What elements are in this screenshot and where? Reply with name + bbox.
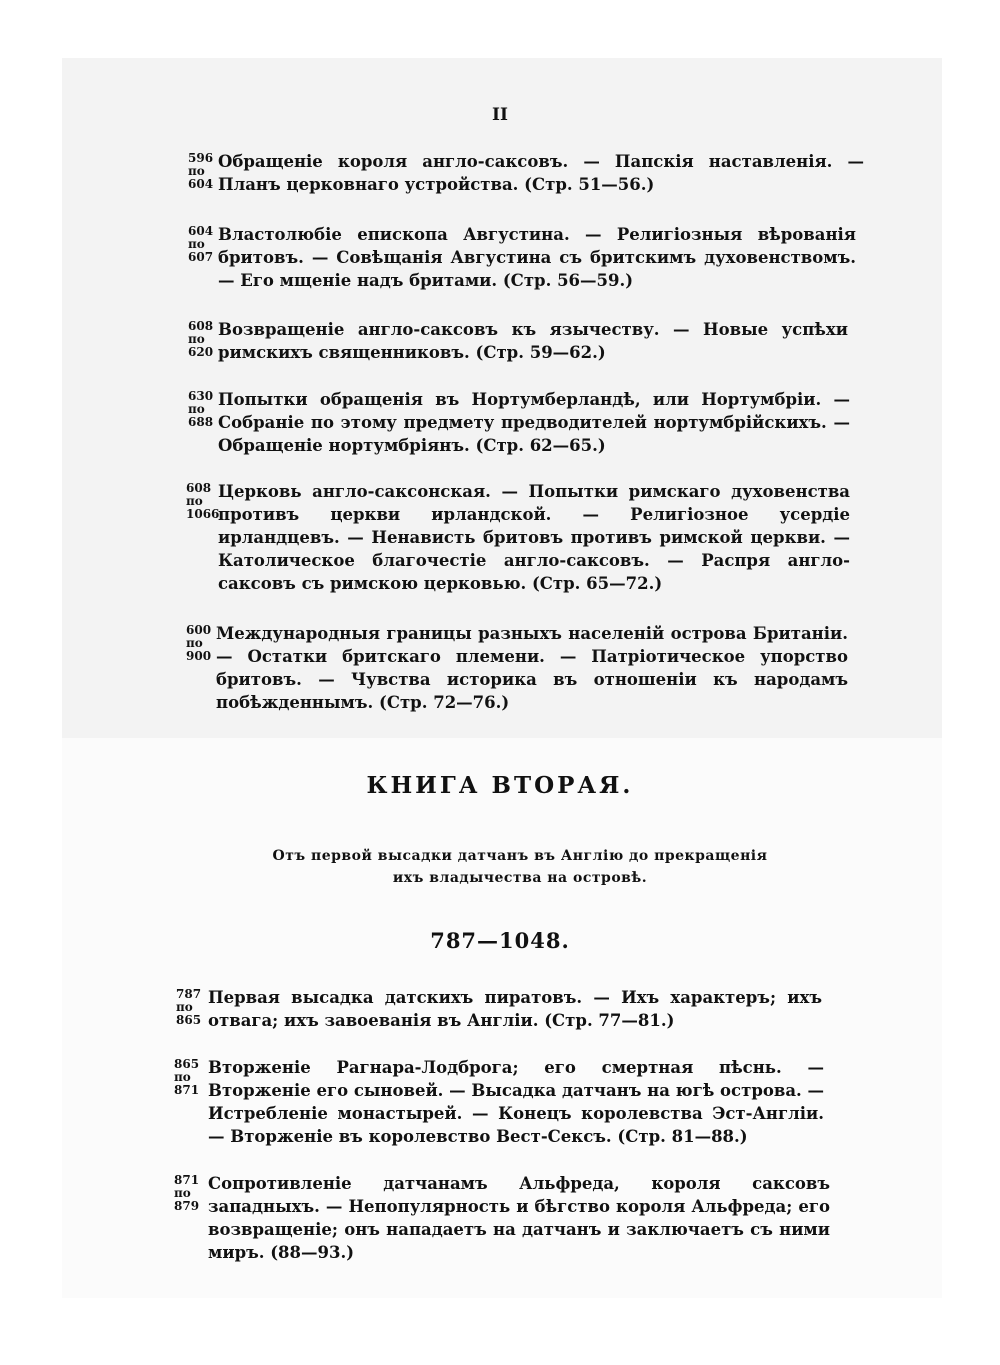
- toc-entry: [188, 150, 864, 196]
- year-range: [188, 390, 228, 429]
- entry-text: Обращеніе короля англо-саксовъ. — Папскія наставленія. — Планъ церковнаго устройства. (Стр. 51—56.): [218, 152, 864, 194]
- toc-entry: [188, 388, 850, 457]
- year-po: по: [188, 237, 205, 251]
- year-to: 688: [188, 415, 214, 429]
- book-years: 787—1048.: [430, 928, 570, 953]
- toc-entry: [176, 986, 822, 1032]
- toc-entry: [186, 622, 848, 714]
- year-to: 604: [188, 177, 214, 191]
- entry-text: Властолюбіе епископа Августина. — Религіозныя вѣрованія бритовъ. — Совѣщанія Августина съ бритскимъ духовенствомъ. — Его мщеніе надъ бритами. (Стр. 56—59.): [218, 225, 856, 290]
- year-range: [174, 1058, 214, 1097]
- year-range: [174, 1174, 214, 1213]
- entry-text: Сопротивленіе датчанамъ Альфреда, короля саксовъ западныхъ. — Непопулярность и бѣгство короля Альфреда; его возвращеніе; онъ нападаетъ на датчанъ и заключаетъ съ ними миръ. (88—93.): [208, 1174, 830, 1262]
- year-po: по: [176, 1000, 193, 1014]
- year-po: по: [186, 494, 203, 508]
- year-from: 608: [186, 481, 212, 495]
- year-from: 608: [188, 319, 214, 333]
- year-from: 787: [176, 987, 202, 1001]
- year-range: [188, 225, 228, 264]
- year-range: [186, 482, 226, 521]
- entry-text: Церковь англо-саксонская. — Попытки римскаго духовенства противъ церкви ирландской. — Религіозное усердіе ирландцевъ. — Ненависть бритовъ противъ римской церкви. — Католическое благочестіе англо-саксовъ. — Распря англо-саксовъ съ римскою церковью. (Стр. 65—72.): [218, 482, 850, 593]
- year-po: по: [174, 1186, 191, 1200]
- book-title: КНИГА ВТОРАЯ.: [366, 772, 634, 799]
- year-po: по: [188, 332, 205, 346]
- year-po: по: [186, 636, 203, 650]
- year-from: 871: [174, 1173, 200, 1187]
- entry-text: Первая высадка датскихъ пиратовъ. — Ихъ характеръ; ихъ отвага; ихъ завоеванія въ Англіи. (Стр. 77—81.): [208, 988, 822, 1030]
- toc-entry: [174, 1172, 830, 1264]
- year-range: [188, 320, 228, 359]
- year-to: 879: [174, 1199, 200, 1213]
- year-from: 604: [188, 224, 214, 238]
- year-po: по: [174, 1070, 191, 1084]
- year-to: 871: [174, 1083, 200, 1097]
- entry-text: Возвращеніе англо-саксовъ къ язычеству. — Новые успѣхи римскихъ священниковъ. (Стр. 59—62.): [218, 320, 848, 362]
- year-from: 630: [188, 389, 214, 403]
- toc-entry: [188, 223, 856, 292]
- entry-text: Вторженіе Рагнара-Лодброга; его смертная пѣснь. — Вторженіе его сыновей. — Высадка датчанъ на югѣ острова. — Истребленіе монастырей. — Конецъ королевства Эст-Англіи. — Вторженіе въ королевство Вест-Сексъ. (Стр. 81—88.): [208, 1058, 825, 1146]
- entry-text: Международныя границы разныхъ населеній острова Британіи. — Остатки бритскаго племени. — Патріотическое упорство бритовъ. — Чувства историка въ отношеніи къ народамъ побѣжденнымъ. (Стр. 72—76.): [216, 624, 848, 712]
- subtitle-line: Отъ первой высадки датчанъ въ Англію до прекращенія: [272, 848, 768, 864]
- year-from: 596: [188, 151, 214, 165]
- toc-entry: [174, 1056, 824, 1148]
- year-range: [188, 152, 228, 191]
- year-to: 1066: [186, 507, 220, 521]
- entry-text: Попытки обращенія въ Нортумберландѣ, или Нортумбріи. — Собраніе по этому предмету предводителей нортумбрійскихъ. — Обращеніе нортумбріянъ. (Стр. 62—65.): [218, 390, 850, 455]
- year-range: [186, 624, 226, 663]
- year-to: 620: [188, 345, 214, 359]
- year-po: по: [188, 402, 205, 416]
- year-range: [176, 988, 216, 1027]
- year-to: 865: [176, 1013, 202, 1027]
- year-from: 600: [186, 623, 212, 637]
- subtitle-line: ихъ владычества на островѣ.: [392, 870, 648, 886]
- year-to: 900: [186, 649, 212, 663]
- year-from: 865: [174, 1057, 200, 1071]
- page-number: II: [492, 105, 508, 125]
- year-po: по: [188, 164, 205, 178]
- toc-entry: [186, 480, 850, 595]
- toc-entry: [188, 318, 848, 364]
- book-subtitle: [240, 845, 800, 889]
- year-to: 607: [188, 250, 214, 264]
